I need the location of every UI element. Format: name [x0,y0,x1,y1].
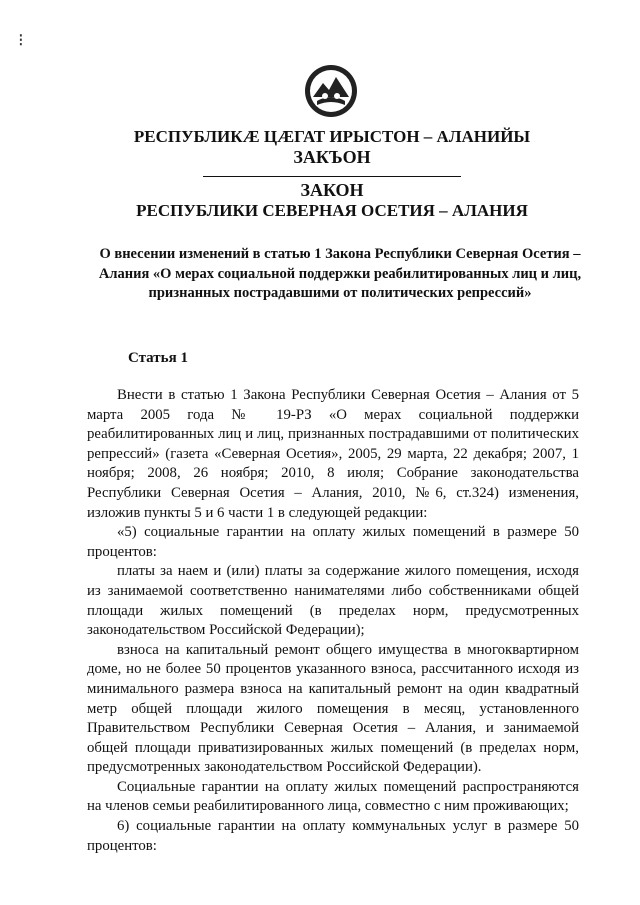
paragraph: 6) социальные гарантии на оплату коммунальных услуг в размере 50 процентов: [87,818,579,854]
document-title: О внесении изменений в статью 1 Закона Республики Северная Осетия – Алания «О мерах социальной поддержки реабилитированных лиц и лиц, признанных пострадавшими от политических репрессий» [98,246,582,301]
paragraph: «5) социальные гарантии на оплату жилых помещений в размере 50 процентов: [87,524,579,560]
header-divider [203,176,461,177]
law-heading-russian: ЗАКОН [300,180,364,200]
paragraph: Внести в статью 1 Закона Республики Северная Осетия – Алания от 5 марта 2005 года № 19-РЗ «О мерах социальной поддержки реабилитированных лиц и лиц, признанных пострадавшими от политических репрессий» (газета «Северная Осетия», 2005, 29 марта, 22 декабря; 2007, 1 ноября; 2008, 26 ноября; 2010, 8 июля; Собрание законодательства Республики Северная Осетия – Алания, 2010, №6, ст.324) изменения, изложив пункты 5 и 6 части 1 в следующей редакции: [87,387,579,521]
article-body [87,386,579,856]
law-heading-ossetian: ЗАКЪОН [293,147,371,167]
republic-name-ossetian: РЕСПУБЛИКӔ ЦӔГАТ ИРЫСТОН – АЛАНИЙЫ [133,127,531,146]
scan-speck-mark: ⁝ [18,30,24,50]
republic-name-russian: РЕСПУБЛИКИ СЕВЕРНАЯ ОСЕТИЯ – АЛАНИЯ [136,201,528,220]
paragraph: взноса на капитальный ремонт общего имущества в многоквартирном доме, но не более 50 процентов указанного взноса, рассчитанного исходя из минимального размера взноса на капитальный ремонт на один квадратный метр общей площади жилого помещения в месяц, установленного Правительством Республики Северная Осетия – Алания, и занимаемой общей площади приватизированных жилых помещений (в пределах норм, предусмотренных законодательством Российской Федерации). [87,641,579,776]
article-heading: Статья 1 [128,350,188,366]
paragraph: Социальные гарантии на оплату жилых помещений распространяются на членов семьи реабилитированного лица, совместно с ним проживающих; [87,778,579,815]
coat-of-arms-emblem [303,63,359,119]
paragraph: платы за наем и (или) платы за содержание жилого помещения, исходя из занимаемой соответственно нанимателями либо собственниками общей площади жилых помещений (в пределах норм, предусмотренных законодательством Российской Федерации); [87,563,579,639]
